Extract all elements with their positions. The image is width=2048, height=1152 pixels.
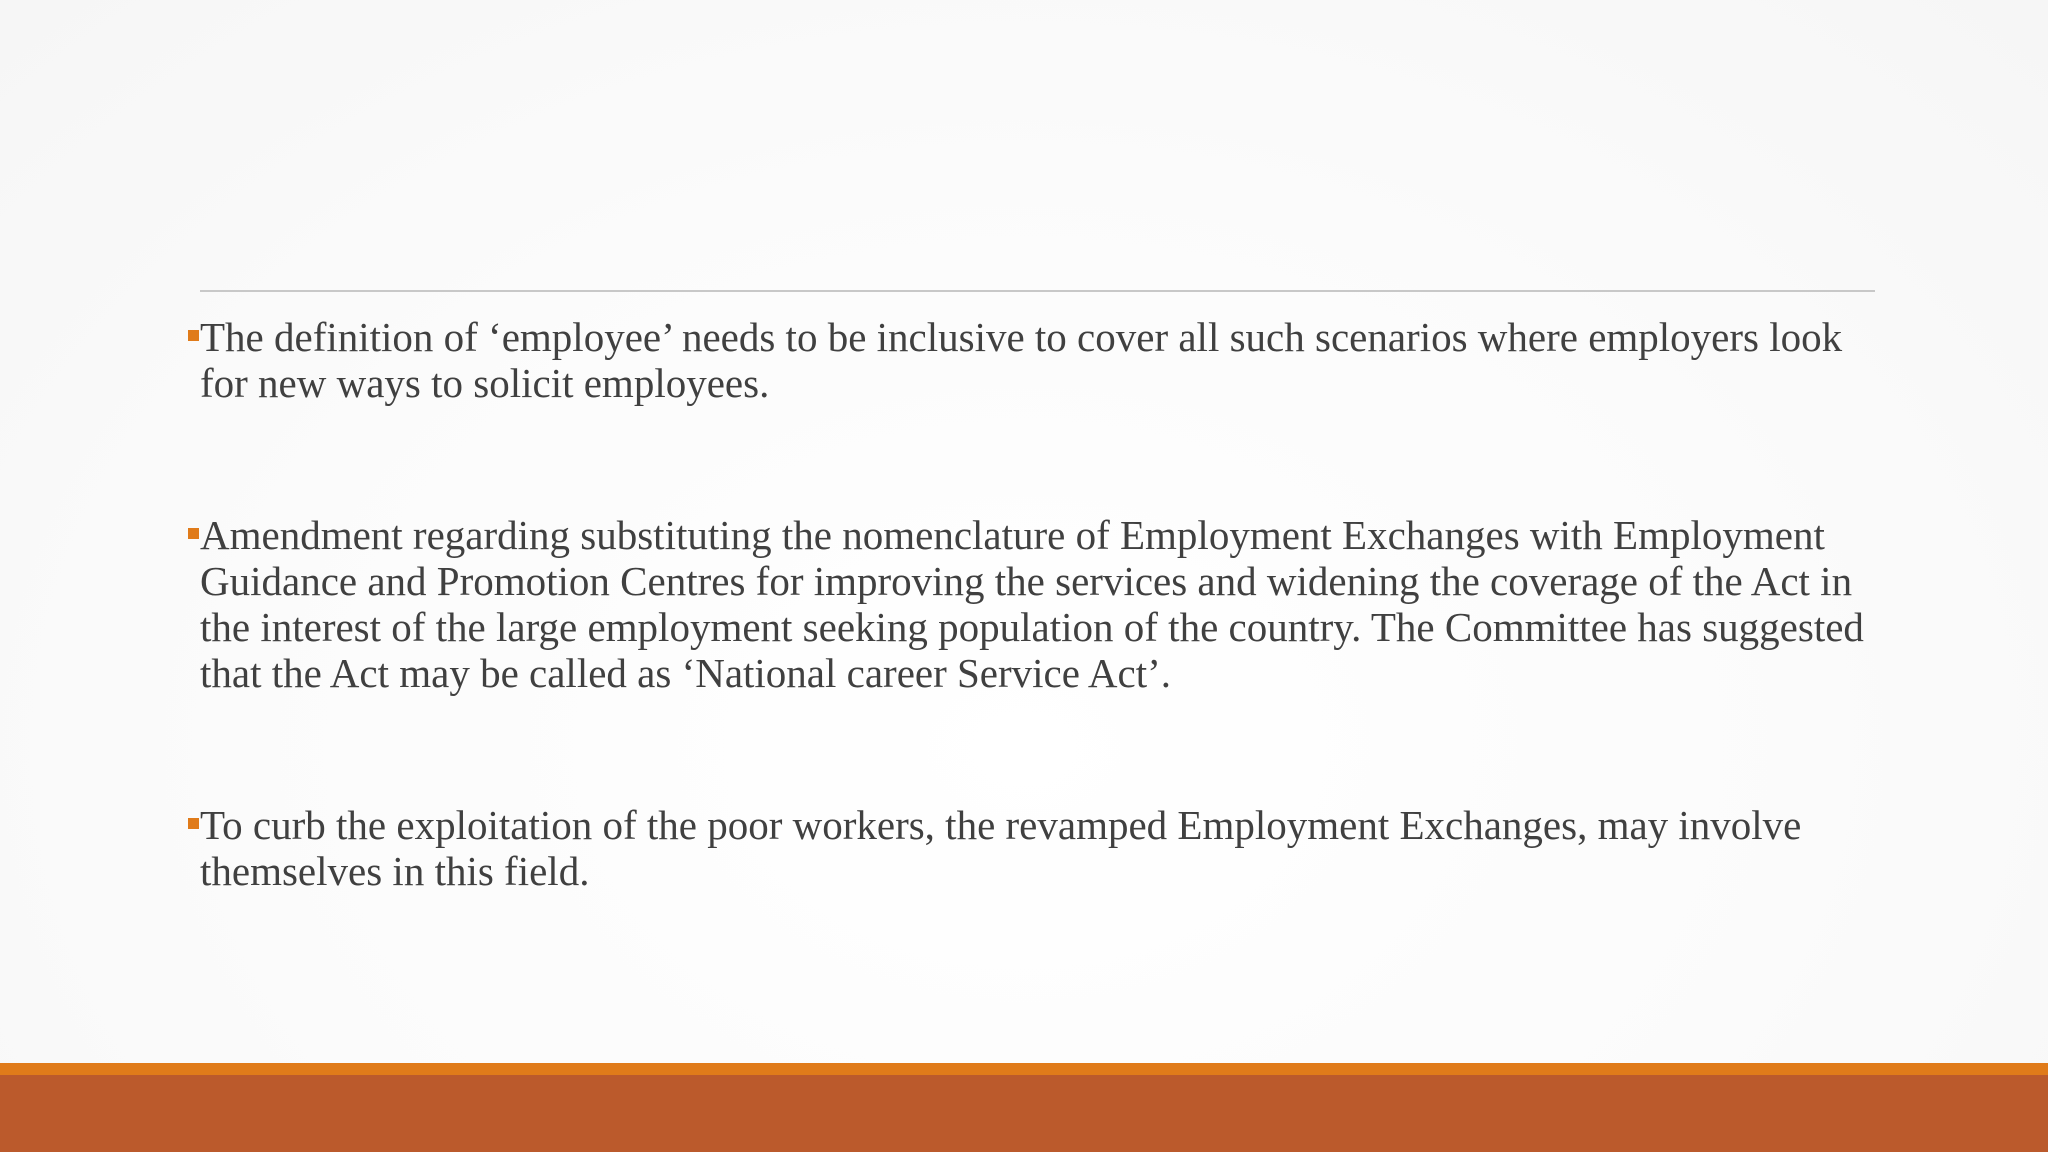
bullet-text: To curb the exploitation of the poor workers, the revamped Employment Exchanges, may involve themselves in this field.	[200, 802, 1802, 894]
bullet-item	[186, 314, 1886, 406]
bullet-item	[186, 802, 1886, 894]
bullet-item	[186, 512, 1886, 696]
square-bullet-icon	[188, 330, 199, 341]
bullet-text: The definition of ‘employee’ needs to be inclusive to cover all such scenarios where employers look for new ways to solicit employees.	[200, 314, 1843, 406]
footer-bar	[0, 1075, 2048, 1152]
bullet-text: Amendment regarding substituting the nomenclature of Employment Exchanges with Employment Guidance and Promotion Centres for improving the services and widening the coverage of the Act in the interest of the large employment seeking population of the country. The Committee has suggested that the Act may be called as ‘National career Service Act’.	[200, 512, 1864, 696]
footer-accent-stripe	[0, 1063, 2048, 1075]
title-divider	[200, 290, 1875, 292]
square-bullet-icon	[188, 818, 199, 829]
bullet-list	[186, 314, 1886, 894]
square-bullet-icon	[188, 528, 199, 539]
